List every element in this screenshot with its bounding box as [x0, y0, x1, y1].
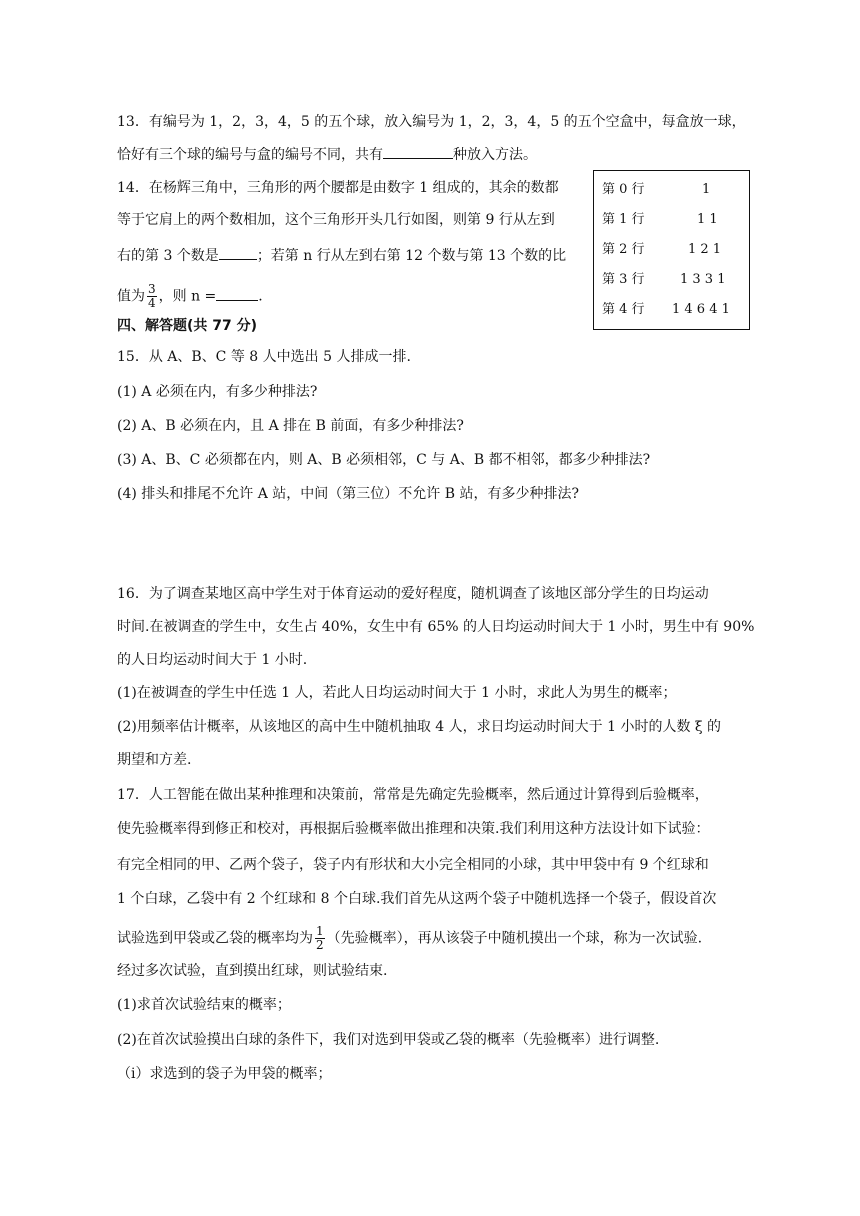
- q17-line9: （i）求选到的袋子为甲袋的概率；: [117, 1066, 332, 1082]
- triangle-row-0: [602, 180, 711, 200]
- q17-frac-den: 2: [316, 938, 324, 952]
- q15-item-2: (2) A、B 必须在内，且 A 排在 B 前面，有多少种排法?: [117, 418, 464, 434]
- q16-line1: 16．为了调查某地区高中学生对于体育运动的爱好程度，随机调查了该地区部分学生的日均运动: [117, 586, 709, 602]
- triangle-row-label: 第 1 行: [602, 212, 645, 227]
- triangle-row-1: [602, 210, 718, 230]
- triangle-row-numbers: 1 1: [697, 212, 718, 227]
- q14-line4-a: 值为: [117, 288, 145, 305]
- triangle-row-numbers: 1 3 3 1: [680, 272, 726, 287]
- q13-line2: [117, 144, 537, 165]
- q13-text-b: 种放入方法。: [453, 147, 537, 163]
- triangle-row-label: 第 2 行: [602, 242, 645, 257]
- q14-line4-b: ，则 n =: [158, 288, 217, 305]
- q14-line3-a: 右的第 3 个数是: [117, 248, 219, 264]
- q17-line1: 17．人工智能在做出某种推理和决策前，常常是先确定先验概率，然后通过计算得到后验概率，: [117, 787, 709, 803]
- triangle-row-numbers: 1 4 6 4 1: [672, 302, 730, 317]
- triangle-row-label: 第 0 行: [602, 182, 645, 197]
- q17-fraction: [315, 925, 325, 952]
- section-heading: 四、解答题(共 77 分): [117, 318, 258, 334]
- q14-answer-blank-1[interactable]: [219, 245, 257, 260]
- q14-line3: [117, 245, 566, 266]
- q14-answer-blank-2[interactable]: [216, 286, 258, 301]
- q15-item-1: (1) A 必须在内，有多少种排法?: [117, 384, 318, 400]
- q13-answer-blank[interactable]: [383, 144, 453, 159]
- q16-line3: 的人日均运动时间大于 1 小时.: [117, 652, 308, 668]
- q14-line2: 等于它肩上的两个数相加，这个三角形开头几行如图，则第 9 行从左到: [117, 212, 555, 228]
- yanghui-triangle-box: [593, 170, 750, 330]
- q17-line5-b: （先验概率），再从该袋子中随机摸出一个球，称为一次试验.: [326, 930, 703, 947]
- triangle-row-3: [602, 270, 726, 290]
- q14-line1: 14．在杨辉三角中，三角形的两个腰都是由数字 1 组成的，其余的数都: [117, 180, 559, 196]
- q15-item-3: (3) A、B、C 必须都在内，则 A、B 必须相邻，C 与 A、B 都不相邻，都多少种排法?: [117, 452, 651, 468]
- q16-line6: 期望和方差.: [117, 752, 192, 768]
- q15-item-4: (4) 排头和排尾不允许 A 站，中间（第三位）不允许 B 站，有多少种排法?: [117, 486, 579, 502]
- q17-line7: (1)求首次试验结束的概率；: [117, 997, 291, 1013]
- q14-line4: [117, 283, 263, 310]
- q16-line4: (1)在被调查的学生中任选 1 人，若此人日均运动时间大于 1 小时，求此人为男生的概率；: [117, 685, 677, 701]
- triangle-row-numbers: 1 2 1: [688, 242, 722, 257]
- q14-frac-num: 3: [148, 282, 156, 296]
- q17-frac-num: 1: [316, 924, 324, 938]
- q14-line3-b: ；若第 n 行从左到右第 12 个数与第 13 个数的比: [256, 248, 567, 264]
- q17-line5-a: 试验选到甲袋或乙袋的概率均为: [117, 930, 313, 947]
- q16-line2: 时间.在被调查的学生中，女生占 40%，女生中有 65% 的人日均运动时间大于 1 小时，男生中有 90%: [117, 619, 755, 635]
- triangle-row-label: 第 3 行: [602, 272, 645, 287]
- triangle-row-numbers: 1: [702, 182, 711, 197]
- triangle-row-label: 第 4 行: [602, 302, 645, 317]
- q13-line1: 13．有编号为 1，2，3，4，5 的五个球，放入编号为 1，2，3，4，5 的五个空盒中，每盒放一球，: [117, 114, 746, 130]
- triangle-row-4: [602, 300, 730, 320]
- triangle-row-2: [602, 240, 722, 260]
- q17-line4: 1 个白球，乙袋中有 2 个红球和 8 个白球.我们首先从这两个袋子中随机选择一个袋子，假设首次: [117, 891, 717, 907]
- q14-line4-c: .: [258, 288, 263, 305]
- q13-text-a: 恰好有三个球的编号与盒的编号不同，共有: [117, 147, 383, 163]
- q14-frac-den: 4: [148, 296, 156, 310]
- q17-line5: [117, 925, 702, 952]
- q17-line2: 使先验概率得到修正和校对，再根据后验概率做出推理和决策.我们利用这种方法设计如下试验：: [117, 821, 710, 837]
- q16-line5: (2)用频率估计概率，从该地区的高中生中随机抽取 4 人，求日均运动时间大于 1 小时的人数 ξ 的: [117, 719, 722, 735]
- q17-line6: 经过多次试验，直到摸出红球，则试验结束.: [117, 963, 388, 979]
- q17-line3: 有完全相同的甲、乙两个袋子，袋子内有形状和大小完全相同的小球，其中甲袋中有 9 个红球和: [117, 857, 709, 873]
- q17-line8: (2)在首次试验摸出白球的条件下，我们对选到甲袋或乙袋的概率（先验概率）进行调整.: [117, 1032, 660, 1048]
- q14-fraction: [147, 283, 157, 310]
- q15-stem: 15．从 A、B、C 等 8 人中选出 5 人排成一排.: [117, 349, 411, 365]
